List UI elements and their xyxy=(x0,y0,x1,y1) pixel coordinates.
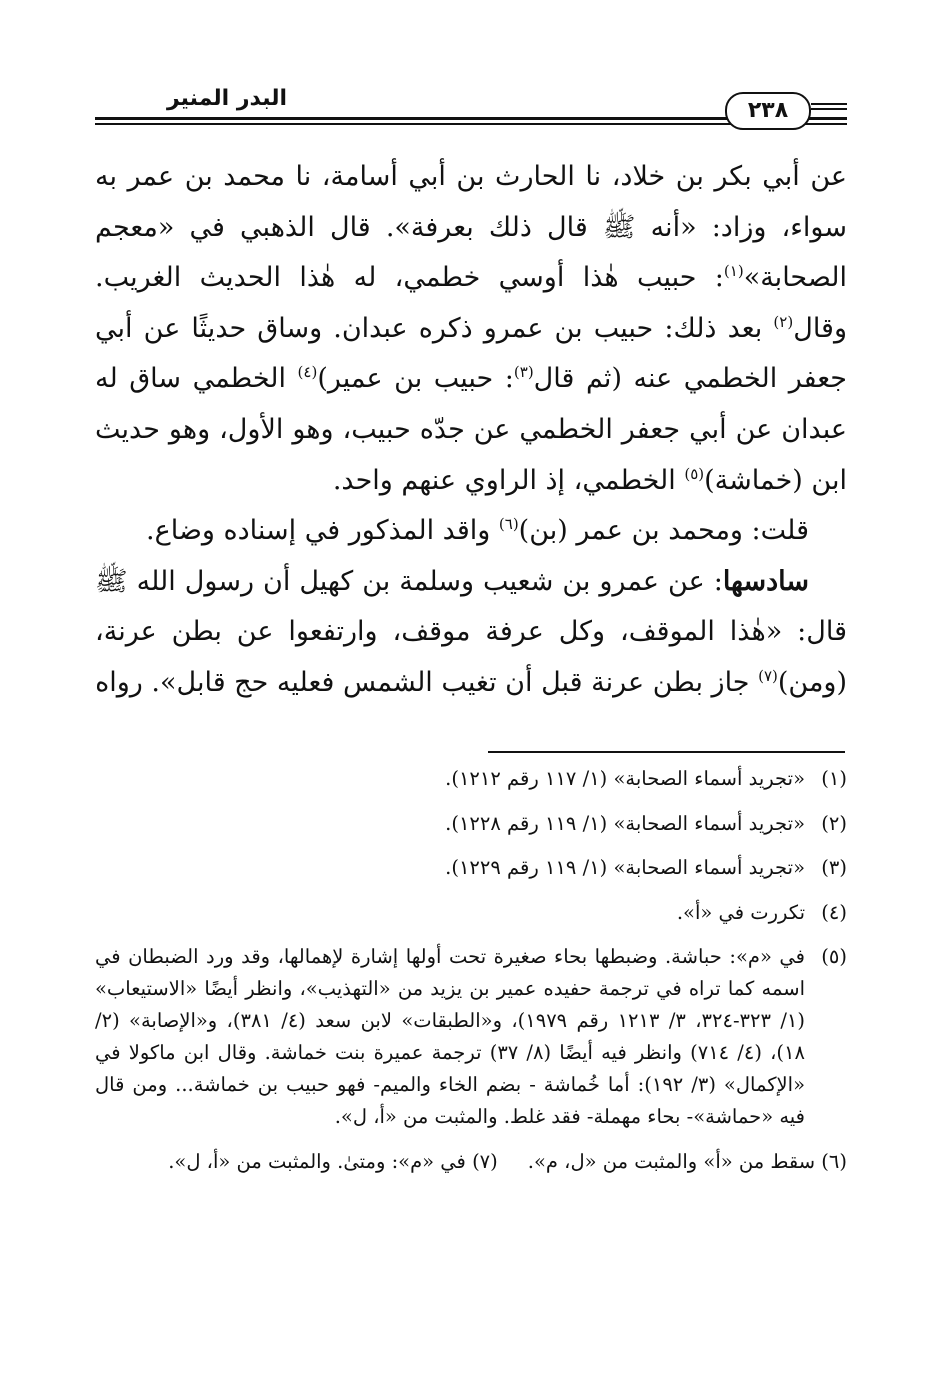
section-lead: سادسها xyxy=(722,565,809,597)
footnotes xyxy=(95,763,847,1190)
footnote-text: «تجريد أسماء الصحابة» (١/ ١١٩ رقم ١٢٢٨). xyxy=(445,811,805,835)
footnote xyxy=(168,1146,498,1178)
header-rule-right xyxy=(811,103,847,105)
footnote-number: (٣) xyxy=(821,856,847,879)
running-title: البدر المنير xyxy=(166,86,287,111)
footnote-number: (١) xyxy=(821,767,847,790)
footnote-marker[interactable]: (٣) xyxy=(513,363,534,382)
footnote-marker[interactable]: (٦) xyxy=(498,515,519,534)
footnote-text: تكررت في «أ». xyxy=(676,900,805,924)
footnote-pair xyxy=(95,1146,847,1178)
paragraph xyxy=(95,152,847,506)
footnote xyxy=(95,763,847,795)
footnote xyxy=(95,852,847,884)
text-run: جاز بطن عرنة قبل أن تغيب الشمس فعليه حج قابل». رواه xyxy=(95,666,759,698)
text-run: قلت: ومحمد بن عمر (بن) xyxy=(518,515,809,547)
text-run: عن أبي بكر بن خلاد، نا الحارث بن أبي أسامة، نا محمد بن عمر به سواء، وزاد: «أنه ﷺ قال ذلك بعرفة». قال الذهبي في «معجم الصحابة» xyxy=(95,161,847,294)
footnote-marker[interactable]: (٧) xyxy=(758,666,778,685)
paragraph xyxy=(95,506,847,557)
footnote-text: سقط من «أ» والمثبت من «ل، م». xyxy=(527,1149,816,1173)
footnote xyxy=(528,1146,847,1178)
paragraph xyxy=(95,557,847,709)
footnote xyxy=(95,897,847,929)
footnote-number: (٦) xyxy=(821,1149,847,1173)
footnote-marker[interactable]: (٥) xyxy=(684,464,705,483)
footnote-marker[interactable]: (٢) xyxy=(773,312,794,331)
text-run: واقد المذكور في إسناده وضاع. xyxy=(146,515,499,547)
footnote-marker[interactable]: (١) xyxy=(723,262,744,281)
footnote-number: (٧) xyxy=(472,1149,498,1173)
footnote-text: في «م»: حباشة. وضبطها بحاء صغيرة تحت أولها إشارة لإهمالها، وقد ورد الضبطان في اسمه كما تراه في ترجمة حفيده عمير بن يزيد من «التهذيب»، وانظر أيضًا «الاستيعاب» (١/ ٣٢٣-٣٢٤، ٣/ ١٢١٣ رقم ١٩٧٩)، و«الطبقات» لابن سعد (٤/ ٣٨١)، و«الإصابة» (٢/ ١٨)، (٤/ ٧١٤) وانظر فيه أيضًا (٨/ ٣٧) ترجمة عميرة بنت خماشة. وقال ابن ماكولا في «الإكمال» (٣/ ١٩٢): أما خُماشة - بضم الخاء والميم- فهو حبيب بن خماشة... ومن قال فيه «حماشة»- بحاء مهملة- فقد غلط. والمثبت من «أ، ل». xyxy=(95,945,805,1128)
text-run: بعد ذلك: حبيب بن عمرو ذكره عبدان. وساق حديثًا عن أبي جعفر الخطمي عنه (ثم قال xyxy=(95,312,848,395)
text-run: الخطمي ساق له عبدان عن أبي جعفر الخطمي عن جدّه حبيب، وهو الأول، وهو حديث ابن (خماشة) xyxy=(95,363,847,496)
footnote xyxy=(95,808,847,840)
text-run: الخطمي، إذ الراوي عنهم واحد. xyxy=(332,464,685,496)
footnote-number: (٤) xyxy=(821,900,847,924)
text-run: : حبيب هٰذا أوسي خطمي، له هٰذا الحديث الغريب. وقال xyxy=(95,262,847,344)
footnote-text: «تجريد أسماء الصحابة» (١/ ١١٧ رقم ١٢١٢). xyxy=(445,767,805,790)
footnote-marker[interactable]: (٤) xyxy=(297,363,318,382)
text-run: : عن عمرو بن شعيب وسلمة بن كهيل أن رسول الله ﷺ قال: «هٰذا الموقف، وكل عرفة موقف، وارتفعوا عن بطن عرنة، (ومن) xyxy=(95,565,847,698)
header-rule-right xyxy=(811,108,847,110)
footnote-number: (٢) xyxy=(821,811,847,835)
text-run: : حبيب بن عمير) xyxy=(317,363,514,395)
footnote-text: «تجريد أسماء الصحابة» (١/ ١١٩ رقم ١٢٢٩). xyxy=(445,856,805,879)
footnote xyxy=(95,941,847,1133)
page-header xyxy=(95,86,847,142)
footnote-text: في «م»: ومتىٰ. والمثبت من «أ، ل». xyxy=(168,1149,466,1173)
footnote-separator xyxy=(488,751,845,753)
page-number: ٢٣٨ xyxy=(725,92,811,130)
main-text xyxy=(95,152,847,709)
footnote-number: (٥) xyxy=(821,945,847,968)
